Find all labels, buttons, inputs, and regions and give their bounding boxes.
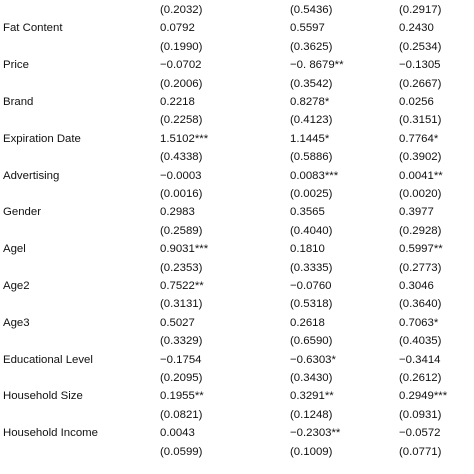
coef-col1: (0.2353) xyxy=(160,261,203,274)
variable-label: Household Size xyxy=(3,390,83,403)
variable-label: Age2 xyxy=(3,280,30,292)
coef-col3: −0.0572 xyxy=(399,427,441,440)
coef-col1: 0.0792 xyxy=(160,22,195,35)
coef-col1: (0.2032) xyxy=(160,4,203,16)
coef-col2: −0.2303** xyxy=(290,427,341,440)
coef-col2: (0.3542) xyxy=(290,77,333,90)
coef-col2: 1.1445* xyxy=(290,132,330,145)
coef-col1: (0.0016) xyxy=(160,188,203,200)
coef-col3: (0.3151) xyxy=(399,114,442,127)
coef-col2: (0.1248) xyxy=(290,408,333,421)
coef-col2: 0.5597 xyxy=(290,22,325,35)
variable-label: Expiration Date xyxy=(3,132,81,145)
variable-label: Price xyxy=(3,59,29,72)
coef-col1: (0.2006) xyxy=(160,77,203,90)
coef-col3: 0.5997** xyxy=(399,243,443,256)
table-row xyxy=(0,240,474,258)
coef-col1: 1.5102*** xyxy=(160,132,209,145)
coef-col3: (0.0020) xyxy=(399,188,442,200)
table-row xyxy=(0,38,474,56)
coef-col1: (0.2589) xyxy=(160,224,203,237)
coef-col1: 0.5027 xyxy=(160,316,195,329)
coef-col3: −0.1305 xyxy=(399,59,441,72)
coef-col3: (0.2928) xyxy=(399,224,442,237)
coef-col2: (0.6590) xyxy=(290,335,333,348)
coef-col3: 0.2949*** xyxy=(399,390,448,403)
table-row xyxy=(0,203,474,221)
table-row xyxy=(0,387,474,405)
coef-col2: (0.3625) xyxy=(290,40,333,53)
coef-col2: (0.0025) xyxy=(290,188,333,200)
coef-col2: (0.5436) xyxy=(290,4,333,16)
coef-col2: (0.3430) xyxy=(290,372,333,384)
table-row xyxy=(0,19,474,37)
coef-col1: 0.2983 xyxy=(160,206,195,219)
coef-col3: −0.3414 xyxy=(399,353,441,366)
variable-label: Agel xyxy=(3,243,26,256)
coef-col3: (0.3902) xyxy=(399,151,442,164)
coef-col1: −0.1754 xyxy=(160,353,202,366)
table-row xyxy=(0,75,474,93)
coef-col3: (0.2917) xyxy=(399,4,442,16)
coef-col3: (0.0931) xyxy=(399,408,442,421)
coef-col1: 0.0043 xyxy=(160,427,195,440)
coef-col3: (0.4035) xyxy=(399,335,442,348)
table-row xyxy=(0,1,474,19)
table-row xyxy=(0,148,474,166)
table-row xyxy=(0,332,474,350)
table-row xyxy=(0,314,474,332)
table-row xyxy=(0,424,474,442)
coef-col1: −0.0702 xyxy=(160,59,202,72)
table-row xyxy=(0,167,474,185)
coef-col3: 0.7764* xyxy=(399,132,439,145)
coef-col2: −0.0760 xyxy=(290,280,332,292)
table-row xyxy=(0,443,474,461)
coef-col3: (0.3640) xyxy=(399,298,442,311)
coef-col1: 0.7522** xyxy=(160,280,204,292)
table-row xyxy=(0,259,474,277)
coef-col2: 0.2618 xyxy=(290,316,325,329)
coef-col3: 0.3046 xyxy=(399,280,434,292)
coef-col1: (0.2095) xyxy=(160,372,203,384)
coef-col2: 0.3565 xyxy=(290,206,325,219)
coef-col3: 0.2430 xyxy=(399,22,434,35)
coef-col1: (0.3131) xyxy=(160,298,203,311)
coef-col1: (0.4338) xyxy=(160,151,203,164)
table-row xyxy=(0,130,474,148)
coef-col1: 0.9031*** xyxy=(160,243,209,256)
coef-col2: (0.5886) xyxy=(290,151,333,164)
table-row xyxy=(0,56,474,74)
coef-col1: (0.3329) xyxy=(160,335,203,348)
coef-col2: −0. 8679** xyxy=(290,59,344,72)
table-row xyxy=(0,295,474,313)
table-row xyxy=(0,406,474,424)
table-row xyxy=(0,222,474,240)
coef-col1: −0.0003 xyxy=(160,169,202,182)
coef-col2: (0.4040) xyxy=(290,224,333,237)
table-row xyxy=(0,277,474,295)
coef-col1: 0.1955** xyxy=(160,390,204,403)
coef-col1: 0.2218 xyxy=(160,96,195,108)
coef-col2: (0.4123) xyxy=(290,114,333,127)
coef-col3: (0.2773) xyxy=(399,261,442,274)
variable-label: Gender xyxy=(3,206,41,219)
table-row xyxy=(0,369,474,387)
variable-label: Household Income xyxy=(3,427,98,440)
coef-col3: 0.0256 xyxy=(399,96,434,108)
coef-col2: (0.3335) xyxy=(290,261,333,274)
coef-col3: 0.0041** xyxy=(399,169,443,182)
coef-col2: −0.6303* xyxy=(290,353,336,366)
coef-col1: (0.0599) xyxy=(160,445,203,458)
variable-label: Brand xyxy=(3,96,34,108)
coef-col3: (0.0771) xyxy=(399,445,442,458)
variable-label: Fat Content xyxy=(3,22,63,35)
variable-label: Advertising xyxy=(3,169,60,182)
coef-col3: 0.3977 xyxy=(399,206,434,219)
coef-col2: 0.0083*** xyxy=(290,169,339,182)
coef-col3: (0.2612) xyxy=(399,372,442,384)
coef-col2: (0.1009) xyxy=(290,445,333,458)
coef-col1: (0.2258) xyxy=(160,114,203,127)
coef-col2: 0.8278* xyxy=(290,96,330,108)
coef-col2: 0.1810 xyxy=(290,243,325,256)
coef-col3: 0.7063* xyxy=(399,316,439,329)
table-row xyxy=(0,93,474,111)
table-row xyxy=(0,111,474,129)
table-row xyxy=(0,185,474,203)
coef-col2: (0.5318) xyxy=(290,298,333,311)
coef-col2: 0.3291** xyxy=(290,390,334,403)
coef-col1: (0.0821) xyxy=(160,408,203,421)
table-row xyxy=(0,351,474,369)
coef-col3: (0.2534) xyxy=(399,40,442,53)
variable-label: Educational Level xyxy=(3,353,93,366)
coef-col3: (0.2667) xyxy=(399,77,442,90)
variable-label: Age3 xyxy=(3,316,30,329)
coef-col1: (0.1990) xyxy=(160,40,203,53)
